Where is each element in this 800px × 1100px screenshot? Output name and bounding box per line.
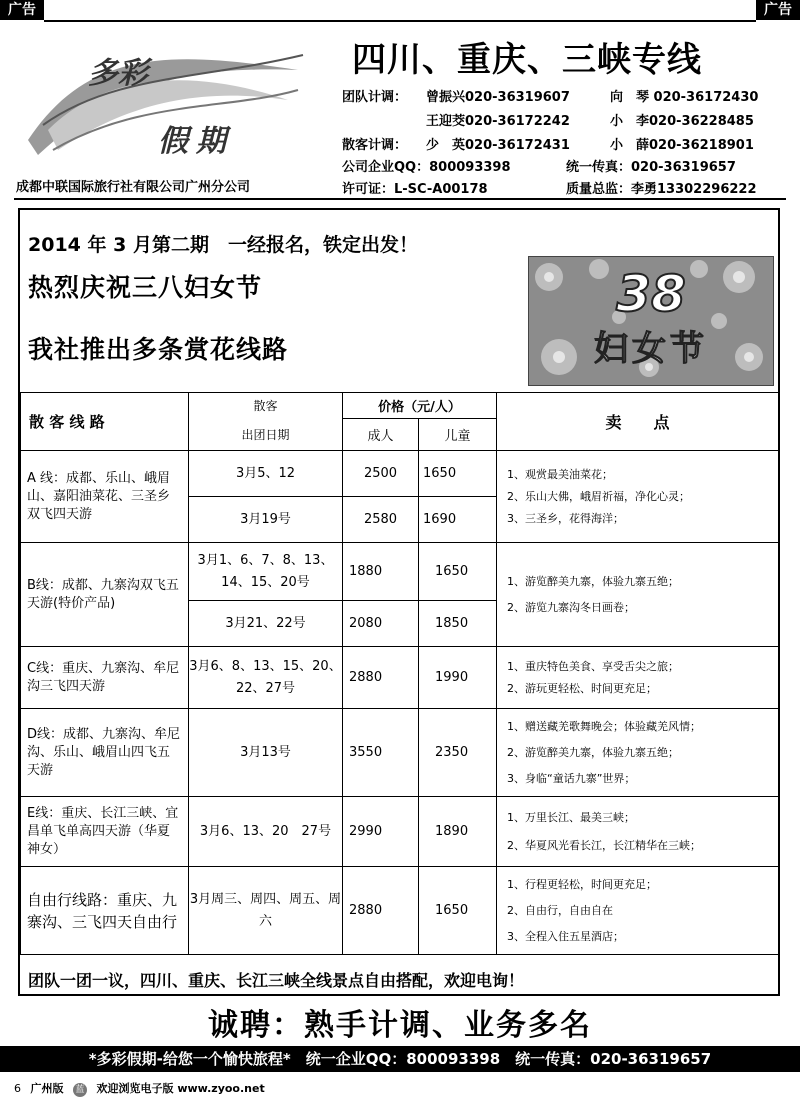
table-row bbox=[21, 709, 779, 797]
header-date-bottom: 出团日期 bbox=[189, 419, 343, 451]
company-name: 成都中联国际旅行社有限公司广州分公司 bbox=[16, 180, 251, 195]
header-route: 散 客 线 路 bbox=[21, 393, 189, 451]
selling-point: 1、重庆特色美食、享受舌尖之旅； bbox=[507, 659, 679, 673]
license-number: 许可证：L-SC-A00178 bbox=[342, 182, 488, 197]
badge-icon: 蓝 bbox=[73, 1083, 87, 1097]
issue-headline: 2014 年 3 月第二期 一经报名，铁定出发！ bbox=[28, 234, 418, 256]
routes-table bbox=[20, 392, 779, 955]
fit-contact-2: 小 薛020-36218901 bbox=[610, 138, 754, 153]
route-date: 3月6、13、20 27号 bbox=[189, 797, 343, 867]
company-qq: 公司企业QQ：800093398 bbox=[342, 160, 511, 175]
route-date: 3月5、12 bbox=[189, 451, 343, 497]
logo bbox=[18, 30, 308, 180]
selling-point: 2、华夏风光看长江，长江精华在三峡； bbox=[507, 838, 701, 852]
table-row bbox=[21, 797, 779, 867]
price-child: 1650 bbox=[419, 543, 497, 601]
route-a-name: A 线：成都、乐山、峨眉山、嘉阳油菜花、三圣乡双飞四天游 bbox=[21, 451, 189, 543]
price-adult: 2990 bbox=[343, 797, 419, 867]
price-child: 1890 bbox=[419, 797, 497, 867]
selling-point: 3、三圣乡，花得海洋； bbox=[507, 511, 624, 525]
route-date: 3月19号 bbox=[189, 497, 343, 543]
price-adult: 3550 bbox=[343, 709, 419, 797]
selling-point: 2、乐山大佛，峨眉祈福，净化心灵； bbox=[507, 489, 690, 503]
selling-point: 3、身临“童话九寨”世界； bbox=[507, 771, 636, 785]
selling-point: 1、万里长江、最美三峡； bbox=[507, 810, 635, 824]
site-link[interactable]: 欢迎浏览电子版 www.zyoo.net bbox=[96, 1082, 265, 1095]
price-adult: 2080 bbox=[343, 601, 419, 647]
table-row bbox=[21, 543, 779, 601]
unified-fax: 统一传真：020-36319657 bbox=[566, 160, 736, 175]
header-child: 儿童 bbox=[419, 419, 497, 451]
route-e-name: E线：重庆、长江三峡、宜昌单飞单高四天游（华夏神女） bbox=[21, 797, 189, 867]
table-row bbox=[21, 867, 779, 955]
price-adult: 2880 bbox=[343, 647, 419, 709]
route-a-points bbox=[497, 451, 779, 543]
selling-point: 2、游览醉美九寨，体验九寨五绝； bbox=[507, 745, 679, 759]
quality-director: 质量总监：李勇13302296222 bbox=[566, 182, 757, 197]
promo-line-1: 热烈庆祝三八妇女节 bbox=[28, 273, 263, 302]
edition-label: 广州版 bbox=[30, 1082, 64, 1095]
header-points: 卖 点 bbox=[497, 393, 779, 451]
header-price: 价格（元/人） bbox=[343, 393, 497, 419]
route-date: 3月13号 bbox=[189, 709, 343, 797]
group-note: 团队一团一议，四川、重庆、长江三峡全线景点自由搭配，欢迎电询！ bbox=[28, 971, 525, 990]
slogan-bar: *多彩假期-给您一个愉快旅程* 统一企业QQ：800093398 统一传真：020-36319657 bbox=[0, 1046, 800, 1072]
page-title: 四川、重庆、三峡专线 bbox=[352, 40, 702, 80]
page-number: 6 bbox=[14, 1082, 21, 1095]
table-row bbox=[21, 451, 779, 497]
logo-text-top: 多彩 bbox=[88, 56, 148, 91]
banner-number: 38 bbox=[616, 265, 686, 323]
womens-day-banner bbox=[528, 256, 774, 386]
selling-point: 1、赠送藏羌歌舞晚会；体验藏羌风情； bbox=[507, 719, 701, 733]
top-rule bbox=[44, 0, 756, 22]
price-child: 1850 bbox=[419, 601, 497, 647]
price-child: 1990 bbox=[419, 647, 497, 709]
route-e-points bbox=[497, 797, 779, 867]
header-adult: 成人 bbox=[343, 419, 419, 451]
page-footer bbox=[14, 1080, 271, 1097]
route-d-points bbox=[497, 709, 779, 797]
route-date: 3月21、22号 bbox=[189, 601, 343, 647]
price-adult: 2580 bbox=[343, 497, 419, 543]
header-divider bbox=[14, 198, 786, 200]
price-child: 2350 bbox=[419, 709, 497, 797]
selling-point: 2、自由行，自由自在 bbox=[507, 903, 613, 917]
price-child: 1650 bbox=[419, 867, 497, 955]
route-c-name: C线：重庆、九寨沟、牟尼沟三飞四天游 bbox=[21, 647, 189, 709]
logo-text-bottom: 假期 bbox=[158, 124, 234, 159]
team-contact-4: 小 李020-36228485 bbox=[610, 114, 754, 129]
route-c-points bbox=[497, 647, 779, 709]
route-date: 3月6、8、13、15、20、22、27号 bbox=[189, 647, 343, 709]
route-date: 3月周三、周四、周五、周六 bbox=[189, 867, 343, 955]
fit-contact-1: 少 英020-36172431 bbox=[426, 138, 570, 153]
price-adult: 1880 bbox=[343, 543, 419, 601]
price-child: 1690 bbox=[419, 497, 497, 543]
team-contact-2: 向 琴 020-36172430 bbox=[610, 90, 759, 105]
route-date: 3月1、6、7、8、13、14、15、20号 bbox=[189, 543, 343, 601]
recruit-banner: 诚聘：熟手计调、业务多名 bbox=[208, 1008, 592, 1043]
team-contact-3: 王迎茭020-36172242 bbox=[426, 114, 570, 129]
table-row bbox=[21, 647, 779, 709]
ad-tag-left: 广告 bbox=[0, 0, 44, 20]
selling-point: 1、观赏最美油菜花； bbox=[507, 467, 613, 481]
team-contact-1: 曾振兴020-36319607 bbox=[426, 90, 570, 105]
team-contact-label: 团队计调： bbox=[342, 90, 408, 105]
route-b-points bbox=[497, 543, 779, 647]
fit-contact-label: 散客计调： bbox=[342, 138, 408, 153]
banner-text: 妇女节 bbox=[594, 329, 708, 369]
selling-point: 2、游玩更轻松、时间更充足； bbox=[507, 681, 657, 695]
price-adult: 2880 bbox=[343, 867, 419, 955]
header-date-top: 散客 bbox=[189, 393, 343, 419]
price-child: 1650 bbox=[419, 451, 497, 497]
selling-point: 2、游览九寨沟冬日画卷； bbox=[507, 600, 635, 614]
route-d-name: D线：成都、九寨沟、牟尼沟、乐山、峨眉山四飞五天游 bbox=[21, 709, 189, 797]
route-free-points bbox=[497, 867, 779, 955]
route-b-name: B线：成都、九寨沟双飞五天游(特价产品) bbox=[21, 543, 189, 647]
price-adult: 2500 bbox=[343, 451, 419, 497]
selling-point: 3、全程入住五星酒店； bbox=[507, 929, 624, 943]
ad-tag-right: 广告 bbox=[756, 0, 800, 20]
selling-point: 1、游览醉美九寨，体验九寨五绝； bbox=[507, 574, 679, 588]
route-free-name: 自由行线路：重庆、九寨沟、三飞四天自由行 bbox=[21, 867, 189, 955]
promo-line-2: 我社推出多条赏花线路 bbox=[28, 335, 289, 364]
selling-point: 1、行程更轻松，时间更充足； bbox=[507, 877, 657, 891]
